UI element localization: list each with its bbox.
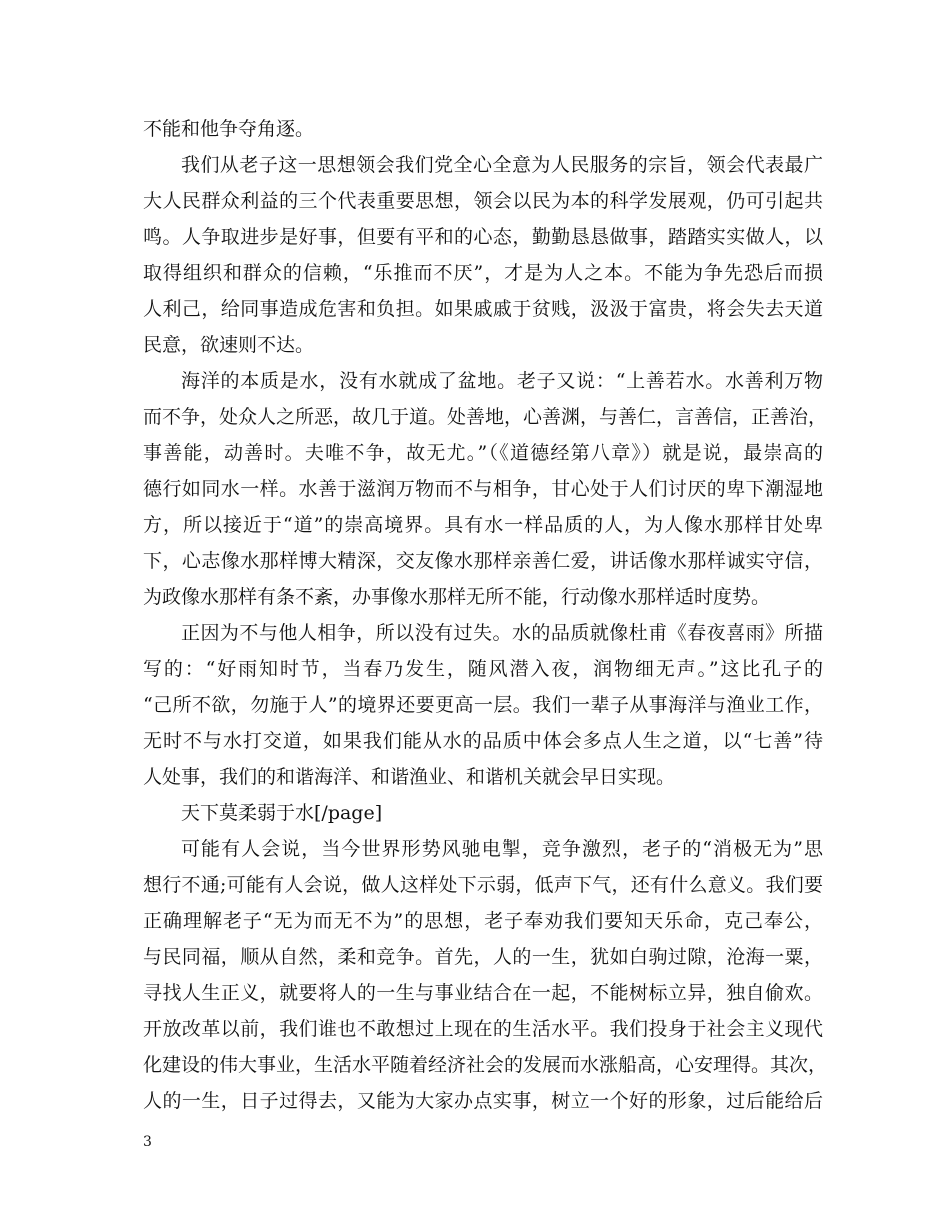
text-line: 取得组织和群众的信赖，“乐推而不厌”，才是为人之本。不能为争先恐后而损 — [143, 262, 823, 284]
text-line: 想行不通;可能有人会说，做人这样处下示弱，低声下气，还有什么意义。我们要 — [143, 874, 823, 896]
paragraph-first-line: 正因为不与他人相争，所以没有过失。水的品质就像杜甫《春夜喜雨》所描 — [181, 622, 823, 644]
text-line: 下，心志像水那样博大精深，交友像水那样亲善仁爱，讲话像水那样诚实守信， — [143, 550, 823, 572]
text-line: 人处事，我们的和谐海洋、和谐渔业、和谐机关就会早日实现。 — [143, 766, 676, 788]
text-line: 写的：“好雨知时节，当春乃发生，随风潜入夜，润物细无声。”这比孔子的 — [143, 658, 823, 680]
text-line: 事善能，动善时。夫唯不争，故无尤。”（《道德经第八章》）就是说，最崇高的 — [143, 442, 823, 464]
text-line: 德行如同水一样。水善于滋润万物而不与相争，甘心处于人们讨厌的卑下潮湿地 — [143, 478, 823, 500]
text-line: 大人民群众利益的三个代表重要思想，领会以民为本的科学发展观，仍可引起共 — [143, 190, 823, 212]
paragraph-first-line: 海洋的本质是水，没有水就成了盆地。老子又说：“上善若水。水善利万物 — [181, 370, 823, 392]
text-line: 正确理解老子“无为而无不为”的思想，老子奉劝我们要知天乐命，克己奉公， — [143, 910, 823, 932]
text-line: 鸣。人争取进步是好事，但要有平和的心态，勤勤恳恳做事，踏踏实实做人，以 — [143, 226, 823, 248]
text-line: “己所不欲，勿施于人”的境界还要更高一层。我们一辈子从事海洋与渔业工作， — [143, 694, 823, 716]
text-line: 为政像水那样有条不紊，办事像水那样无所不能，行动像水那样适时度势。 — [143, 586, 771, 608]
text-line: 开放改革以前，我们谁也不敢想过上现在的生活水平。我们投身于社会主义现代 — [143, 1018, 823, 1040]
text-line: 人的一生，日子过得去，又能为大家办点实事，树立一个好的形象，过后能给后 — [143, 1090, 823, 1112]
text-line: 方，所以接近于“道”的崇高境界。具有水一样品质的人，为人像水那样甘处卑 — [143, 514, 823, 536]
section-heading: 天下莫柔弱于水[/page] — [181, 802, 383, 824]
paragraph-first-line: 我们从老子这一思想领会我们党全心全意为人民服务的宗旨，领会代表最广 — [181, 154, 823, 176]
text-line: 与民同福，顺从自然，柔和竞争。首先，人的一生，犹如白驹过隙，沧海一粟， — [143, 946, 823, 968]
text-line: 民意，欲速则不达。 — [143, 334, 315, 356]
text-line: 化建设的伟大事业，生活水平随着经济社会的发展而水涨船高，心安理得。其次， — [143, 1054, 828, 1076]
text-line: 人利己，给同事造成危害和负担。如果戚戚于贫贱，汲汲于富贵，将会失去天道 — [143, 298, 823, 320]
text-line: 不能和他争夺角逐。 — [143, 118, 315, 140]
text-line: 寻找人生正义，就要将人的一生与事业结合在一起，不能树标立异，独自偷欢。 — [143, 982, 823, 1004]
page-number: 3 — [143, 1134, 152, 1150]
text-line: 无时不与水打交道，如果我们能从水的品质中体会多点人生之道，以“七善”待 — [143, 730, 823, 752]
paragraph-first-line: 可能有人会说，当今世界形势风驰电掣，竞争激烈，老子的“消极无为”思 — [181, 838, 823, 860]
text-line: 而不争，处众人之所恶，故几于道。处善地，心善渊，与善仁，言善信，正善治， — [143, 406, 828, 428]
